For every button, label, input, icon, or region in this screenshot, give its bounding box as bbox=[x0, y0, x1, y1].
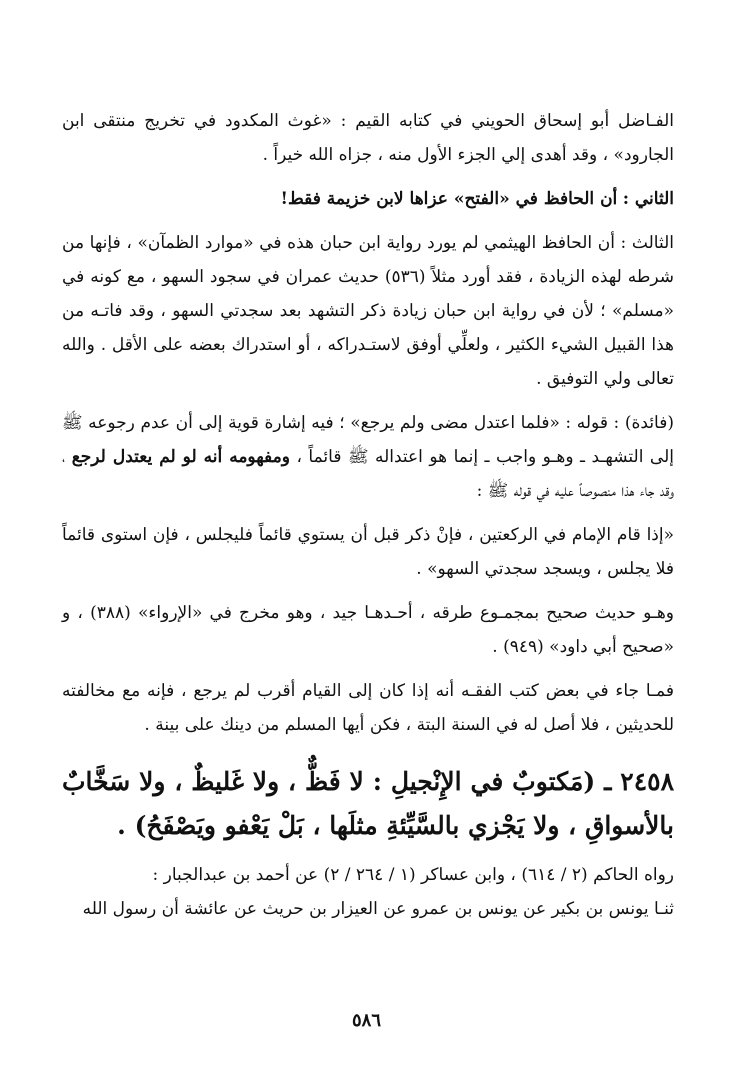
paragraph-4-emphasis: ومفهومه أنه لو لم يعتدل لرجع bbox=[71, 447, 290, 467]
hadith-heading: ٢٤٥٨ ـ (مَكتوبٌ في الإِنْجيلِ : لا فَظٌّ ، ولا غَليظٌ ، ولا سَخَّابٌ بالأسواقِ ، ولا يَجْزي بالسَّيِّئةِ مثلَها ، بَلْ يَعْفو ويَصْفَحُ) . bbox=[62, 767, 674, 840]
paragraph-7: فمـا جاء في بعض كتب الفقـه أنه إذا كان إلى القيام أقرب لم يرجع ، فإنه مع مخالفته للحديثين ، فلا أصل له في السنة البتة ، فكن أيها المسلم من دينك على بينة . bbox=[62, 681, 674, 735]
paragraph-2 bbox=[62, 182, 674, 216]
paragraph-4-part-c: ، وقد جاء هذا منصوصاً عليه في قوله ﷺ : bbox=[62, 447, 674, 501]
paragraph-2-text: أن الحافظ في «الفتح» عزاها لابن خزيمة فقط! bbox=[280, 189, 618, 209]
paragraph-4 bbox=[62, 406, 674, 508]
paragraph-6: وهـو حديث صحيح بمجمـوع طرقه ، أحـدهـا جيد ، وهو مخرج في «الإرواء» (٣٨٨) ، و «صحيح أبي داود» (٩٤٩) . bbox=[62, 603, 674, 657]
paragraph-8: رواه الحاكم (٢ / ٦١٤) ، وابن عساكر (١ / ٢٦٤ / ٢) عن أحمد بن عبدالجبار : bbox=[152, 865, 674, 885]
paragraph-5: «إذا قام الإمام في الركعتين ، فإنْ ذكر قبل أن يستوي قائماً فليجلس ، فإن استوى قائماً فلا يجلس ، ويسجد سجدتي السهو» . bbox=[62, 525, 674, 579]
page-body bbox=[62, 104, 674, 926]
paragraph-4-part-a: (فائدة) : قوله : «فلما اعتدل مضى ولم يرجع» ؛ فيه إشارة قوية إلى أن عدم رجوعه ﷺ إلى التشهـد ـ وهـو واجب ـ إنما هو اعتداله ﷺ قائماً ، bbox=[62, 413, 675, 467]
paragraph-1: الفـاضل أبو إسحاق الحويني في كتابه القيم : «غوث المكدود في تخريج منتقى ابن الجارود» ، وقد أهدى إلي الجزء الأول منه ، جزاه الله خيراً . bbox=[62, 111, 674, 165]
page-number: ٥٨٦ bbox=[351, 1010, 381, 1031]
paragraph-3: الثالث : أن الحافظ الهيثمي لم يورد رواية ابن حبان هذه في «موارد الظمآن» ، فإنها من شرطه لهذه الزيادة ، فقد أورد مثلاً (٥٣٦) حديث عمران في سجود السهو ، مع كونه في «مسلم» ؛ لأن في رواية ابن حبان زيادة ذكر التشهد بعد سجدتي السهو ، وقد فاتـه من هذا القبيل الشيء الكثير ، ولعلِّي أوفق لاستـدراكه ، أو استدراك بعضه على الأقل . والله تعالى ولي التوفيق . bbox=[62, 233, 674, 389]
paragraph-9: ثنـا يونس بن بكير عن يونس بن عمرو عن العيزار بن حريث عن عائشة أن رسول الله bbox=[82, 899, 674, 919]
paragraph-2-label: الثاني : bbox=[622, 189, 674, 209]
